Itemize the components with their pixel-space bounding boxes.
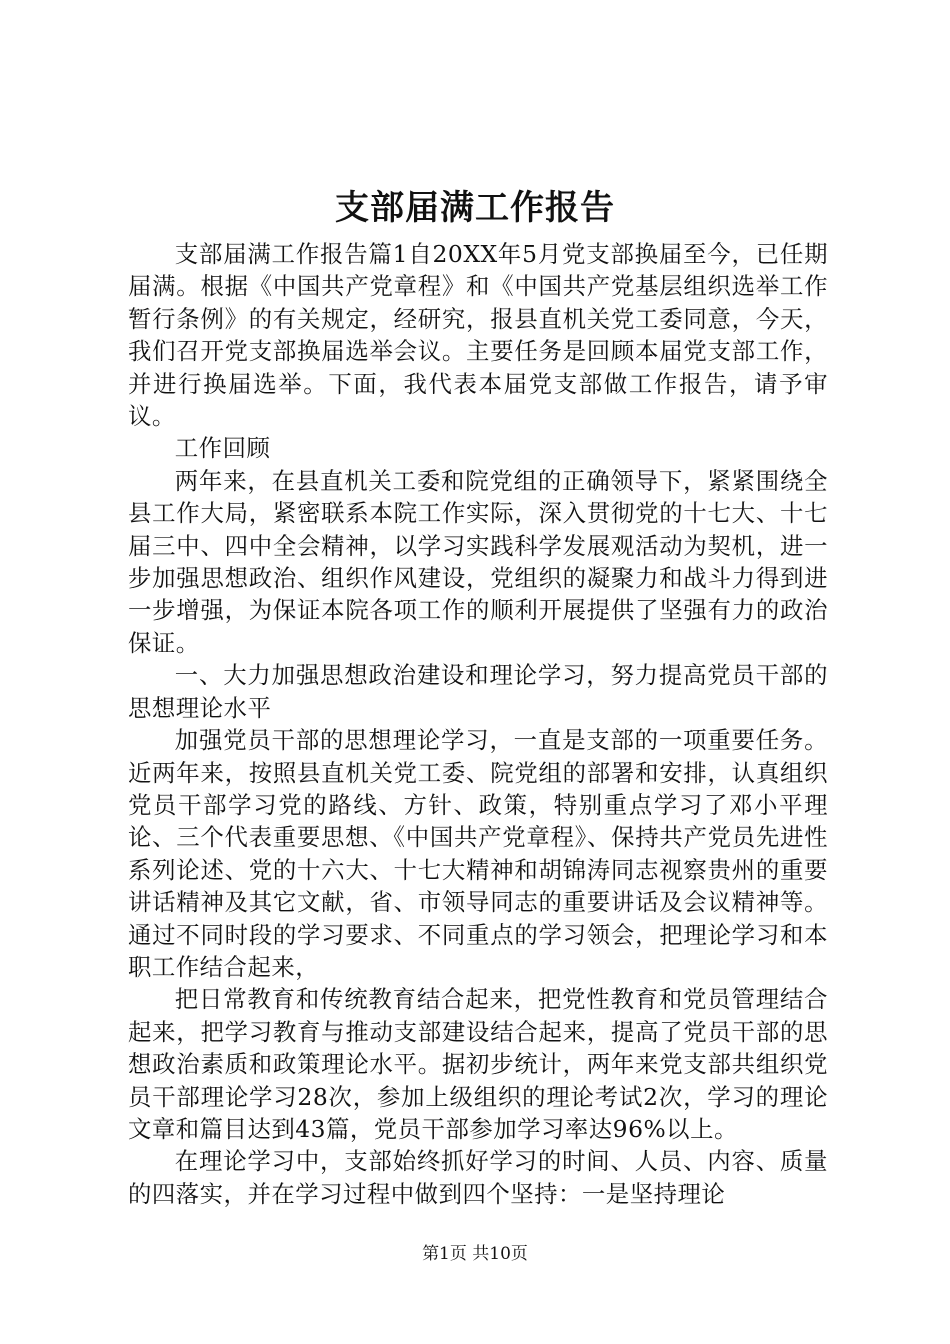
paragraph-intro: 支部届满工作报告篇1自20XX年5月党支部换届至今，已任期届满。根据《中国共产党章程》和《中国共产党基层组织选举工作暂行条例》的有关规定，经研究，报县直机关党工委同意，今天，我们召开党支部换届选举会议。主要任务是回顾本届党支部工作，并进行换届选举。下面，我代表本届党支部做工作报告，请予审议。 — [128, 240, 828, 431]
paragraph-four-implementations: 在理论学习中，支部始终抓好学习的时间、人员、内容、质量的四落实，并在学习过程中做到四个坚持：一是坚持理论 — [128, 1147, 828, 1208]
section-heading-review: 工作回顾 — [174, 434, 271, 463]
document-title: 支部届满工作报告 — [335, 188, 615, 228]
document-body — [128, 238, 828, 1210]
paragraph-theory-study: 加强党员干部的思想理论学习，一直是支部的一项重要任务。近两年来，按照县直机关党工委、院党组的部署和安排，认真组织党员干部学习党的路线、方针、政策，特别重点学习了邓小平理论、三个代表重要思想、《中国共产党章程》、保持共产党员先进性系列论述、党的十六大、十七大精神和胡锦涛同志视察贵州的重要讲话精神及其它文献，省、市领导同志的重要讲话及会议精神等。通过不同时段的学习要求、不同重点的学习领会，把理论学习和本职工作结合起来， — [128, 726, 828, 981]
paragraph-combination: 把日常教育和传统教育结合起来，把党性教育和党员管理结合起来，把学习教育与推动支部建设结合起来，提高了党员干部的思想政治素质和政策理论水平。据初步统计，两年来党支部共组织党员干部理论学习28次，参加上级组织的理论考试2次，学习的理论文章和篇目达到43篇，党员干部参加学习率达96%以上。 — [128, 985, 828, 1143]
page-footer: 第1页 共10页 — [422, 1244, 528, 1264]
section-heading-one: 一、大力加强思想政治建设和理论学习，努力提高党员干部的思想理论水平 — [128, 661, 828, 722]
paragraph-two-years: 两年来，在县直机关工委和院党组的正确领导下，紧紧围绕全县工作大局，紧密联系本院工作实际，深入贯彻党的十七大、十七届三中、四中全会精神，以学习实践科学发展观活动为契机，进一步加强思想政治、组织作风建设，党组织的凝聚力和战斗力得到进一步增强，为保证本院各项工作的顺利开展提供了坚强有力的政治保证。 — [128, 466, 828, 657]
